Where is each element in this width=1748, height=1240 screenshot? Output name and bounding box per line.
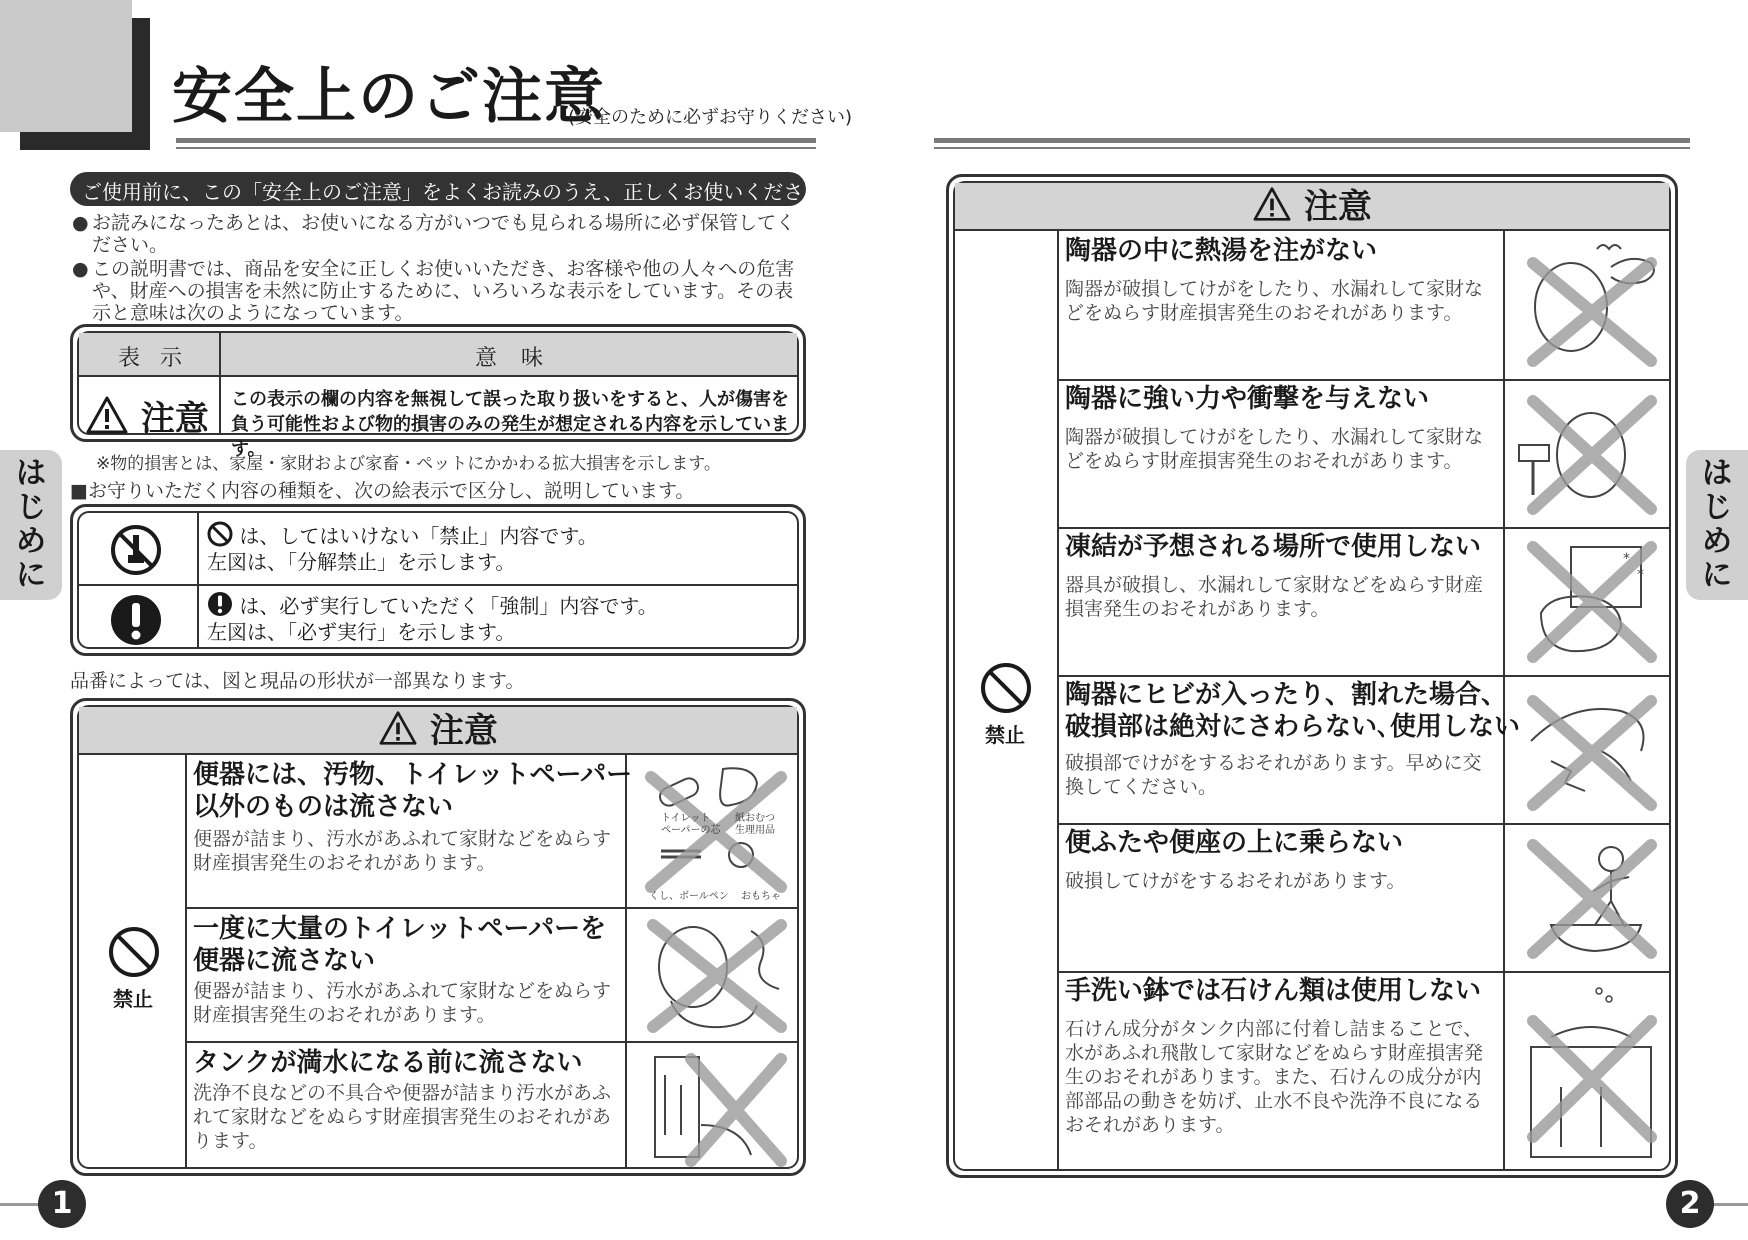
side-tab-char: め	[1702, 524, 1732, 559]
warning-triangle-icon	[85, 395, 129, 435]
bullet-item	[72, 212, 812, 256]
side-tab-char: に	[16, 558, 46, 593]
caution-divider	[1057, 379, 1669, 381]
warning-triangle-icon	[378, 710, 418, 746]
side-tab-char: は	[16, 456, 46, 491]
caution-item-title: 陶器の中に熱湯を注がない	[1065, 236, 1378, 266]
footer-line-left	[0, 1203, 40, 1206]
illustration-tank-not-full	[631, 1045, 801, 1173]
legend-caution-label	[85, 391, 209, 440]
side-tab-char: め	[16, 524, 46, 559]
illustration-label: トイレット	[661, 813, 711, 824]
svg-text:*: *	[1623, 551, 1630, 567]
legend-description: この表示の欄の内容を無視して誤った取り扱いをすると、人が傷害を負う可能性および物的損害のみの発生が想定される内容を示しています。	[231, 389, 789, 460]
footer-line-right	[1708, 1203, 1748, 1206]
bullet-mark: ●	[72, 212, 89, 234]
caution-item-desc: 破損部でけがをするおそれがあります。早めに交換してください。	[1065, 752, 1482, 798]
illustration-label: ペーパーの芯	[661, 825, 721, 836]
symbol-mandatory-line1: は、必ず実行していただく「強制」内容です。	[239, 594, 658, 618]
prohibit-label: 禁止	[113, 987, 153, 1011]
title-rule	[176, 138, 816, 143]
legend-table	[70, 324, 806, 460]
side-tab-char: じ	[1702, 490, 1732, 525]
illustration-label: 生理用品	[735, 825, 775, 836]
side-tab-left	[0, 450, 62, 600]
caution-item-title-line: 便器に流さない	[193, 946, 376, 976]
corner-bar-horizontal	[20, 132, 150, 150]
mandatory-icon	[207, 591, 233, 617]
symbol-prohibit-line2: 左図は、「分解禁止」を示します。	[207, 550, 516, 574]
caution-item-title: 便ふたや便座の上に乗らない	[1065, 828, 1404, 858]
illustration-standing-on-seat	[1511, 829, 1673, 967]
prohibit-icon	[207, 521, 233, 547]
caution-item-desc: 陶器が破損してけがをしたり、水漏れして家財などをぬらす財産損害発生のおそれがあります。	[1065, 426, 1484, 472]
title-rule-thin	[176, 147, 816, 149]
page-title: 安全上のご注意	[172, 62, 606, 132]
bullet-mark: ●	[72, 258, 89, 280]
top-rule-right	[934, 138, 1690, 143]
caution-title: 注意	[1303, 187, 1372, 227]
illustration-hot-water	[1511, 237, 1673, 375]
side-tab-char: は	[1702, 456, 1732, 491]
caution-item-title-line: 陶器にヒビが入ったり、割れた場合、	[1065, 680, 1508, 710]
caution-divider	[185, 907, 797, 909]
bullet-text: お読みになったあとは、お使いになる方がいつでも見られる場所に必ず保管してください。	[92, 212, 796, 256]
mandatory-icon	[109, 593, 163, 647]
prohibit-icon	[979, 661, 1033, 715]
caution-divider	[185, 1041, 797, 1043]
caution-item-desc: 器具が破損し、水漏れして家財などをぬらす財産損害発生のおそれがあります。	[1065, 574, 1484, 620]
caution-divider	[1057, 675, 1669, 677]
caution-item-title-line: タンクが満水になる前に流さない	[193, 1048, 583, 1078]
caution-header	[79, 707, 797, 755]
prohibit-label: 禁止	[985, 723, 1025, 747]
side-tab-char: に	[1702, 558, 1732, 593]
illustration-cracked	[1511, 681, 1673, 819]
symbol-mandatory-text	[207, 591, 658, 645]
symbol-prohibit-line1: は、してはいけない「禁止」内容です。	[239, 524, 598, 548]
caution-divider	[1057, 231, 1059, 1169]
top-rule-right-thin	[934, 147, 1690, 149]
caution-item-title-line: 以外のものは流さない	[193, 792, 454, 822]
caution-item-desc: 洗浄不良などの不具合や便器が詰まり汚水があふれて家財などをぬらす財産損害発生のおそれがあります。	[193, 1082, 612, 1152]
corner-bar-vertical	[132, 18, 150, 150]
legend-col-meaning: 意味	[474, 346, 567, 371]
caution-item-title-line: 破損部は絶対にさわらない､使用しない	[1065, 712, 1521, 742]
no-disassembly-icon	[109, 523, 163, 577]
caution-item-desc: 破損してけがをするおそれがあります。	[1065, 870, 1406, 892]
caution-header	[955, 183, 1669, 231]
illustration-freezing	[1511, 533, 1673, 671]
caution-box-left	[70, 698, 806, 1176]
footnote: ※物的損害とは、家屋・家財および家畜・ペットにかかわる拡大損害を示します。	[96, 454, 721, 474]
legend-caution-text: 注意	[140, 399, 209, 439]
prohibit-icon	[107, 925, 161, 979]
illustration-label: くし、ボールペン	[649, 891, 729, 902]
illustration-soap-handwash	[1511, 977, 1673, 1175]
caution-item-desc: 便器が詰まり、汚水があふれて家財などをぬらす財産損害発生のおそれがあります。	[193, 980, 612, 1026]
symbol-prohibit-text	[207, 521, 598, 575]
side-tab-right	[1686, 450, 1748, 600]
caution-divider	[1057, 971, 1669, 973]
corner-block	[0, 0, 132, 132]
caution-item-title: 手洗い鉢では石けん類は使用しない	[1065, 976, 1482, 1006]
illustration-label: 紙おむつ	[735, 813, 775, 824]
page-number-right: 2	[1666, 1180, 1714, 1228]
product-note: 品番によっては、図と現品の形状が一部異なります。	[70, 670, 525, 692]
illustration-impact	[1511, 385, 1673, 523]
caution-item-title	[193, 1047, 582, 1079]
bullet-item	[72, 258, 812, 324]
caution-item-desc: 便器が詰まり、汚水があふれて家財などをぬらす財産損害発生のおそれがあります。	[193, 828, 612, 874]
bullet-text: この説明書では、商品を安全に正しくお使いいただき、お客様や他の人々への危害や、財産への損害を未然に防止するために、いろいろな表示をしています。その表示と意味は次のようになっています。	[92, 258, 795, 324]
caution-divider	[1057, 823, 1669, 825]
symbols-intro: ■お守りいただく内容の種類を、次の絵表示で区分し、説明しています。	[70, 480, 695, 502]
caution-item-title: 凍結が予想される場所で使用しない	[1065, 532, 1482, 562]
illustration-label: おもちゃ	[741, 891, 781, 902]
intro-banner: ご使用前に、この「安全上のご注意」をよくお読みのうえ、正しくお使いください。	[70, 172, 806, 206]
illustration-toilet-paper	[631, 911, 801, 1039]
caution-divider	[1057, 527, 1669, 529]
caution-item-desc: 陶器が破損してけがをしたり、水漏れして家財などをぬらす財産損害発生のおそれがあります。	[1065, 278, 1484, 324]
symbols-table	[70, 504, 806, 656]
svg-text:*: *	[1637, 567, 1644, 583]
caution-title: 注意	[429, 711, 498, 751]
warning-triangle-icon	[1252, 186, 1292, 222]
symbols-row-divider	[79, 584, 797, 586]
symbols-column-divider	[197, 513, 199, 647]
caution-divider	[185, 755, 187, 1167]
caution-item-title	[193, 759, 632, 823]
caution-item-title	[193, 913, 606, 977]
page-number-left: 1	[38, 1180, 86, 1228]
caution-item-title	[1065, 679, 1520, 743]
caution-item-title-line: 便器には、汚物、トイレットペーパー	[193, 760, 633, 790]
caution-box-right	[946, 174, 1678, 1178]
caution-item-title-line: 一度に大量のトイレットペーパーを	[193, 914, 607, 944]
caution-item-desc: 石けん成分がタンク内部に付着し詰まることで、水があふれ飛散して家財などをぬらす財産損害発生のおそれがあります。また、石けんの成分が内部部品の動きを妨げ、止水不良や洗浄不良になるおそれがあります。	[1065, 1018, 1484, 1136]
illustration-foreign-objects	[631, 759, 801, 905]
caution-item-title: 陶器に強い力や衝撃を与えない	[1065, 384, 1430, 414]
legend-col-display: 表示	[117, 346, 202, 371]
symbol-mandatory-line2: 左図は、「必ず実行」を示します。	[207, 620, 516, 644]
side-tab-char: じ	[16, 490, 46, 525]
page-subtitle: (安全のために必ずお守りください)	[568, 107, 853, 128]
